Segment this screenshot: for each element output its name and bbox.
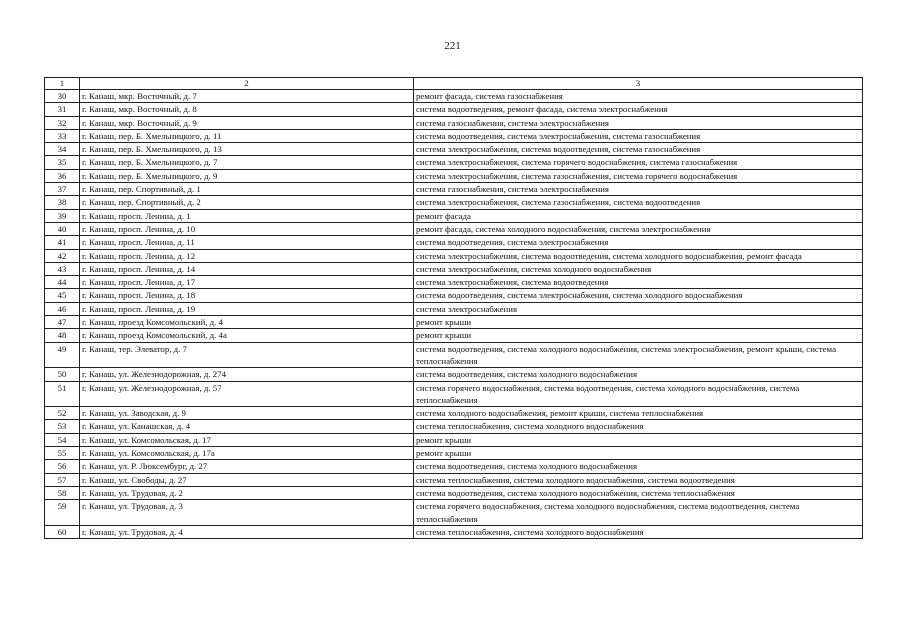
header-col-1: 1: [45, 78, 80, 90]
table-row: [45, 316, 863, 329]
address-cell: г. Канаш, пер. Спортивный, д. 1: [80, 183, 414, 196]
table-row: [45, 90, 863, 103]
works-cell: ремонт крыши: [414, 316, 863, 329]
works-cell: ремонт фасада, система газоснабжения: [414, 90, 863, 103]
header-col-3: 3: [414, 78, 863, 90]
works-cell: система электроснабжения, система горячего водоснабжения, система газоснабжения: [414, 156, 863, 169]
works-cell: система электроснабжения, система газоснабжения, система горячего водоснабжения: [414, 169, 863, 182]
table-row: [45, 473, 863, 486]
address-cell: г. Канаш, ул. Железнодорожная, д. 57: [80, 381, 414, 407]
table-body: [45, 90, 863, 539]
page-number: 221: [444, 40, 461, 52]
table-row: [45, 381, 863, 407]
address-cell: г. Канаш, мкр. Восточный, д. 8: [80, 103, 414, 116]
address-cell: г. Канаш, просп. Ленина, д. 1: [80, 209, 414, 222]
address-cell: г. Канаш, ул. Трудовая, д. 4: [80, 525, 414, 538]
row-number-cell: 54: [45, 433, 80, 446]
works-cell: система горячего водоснабжения, система холодного водоснабжения, система водоотведения, система теплоснабжения: [414, 500, 863, 526]
works-cell: система водоотведения, система холодного водоснабжения, система теплоснабжения: [414, 486, 863, 499]
row-number-cell: 58: [45, 486, 80, 499]
works-cell: система водоотведения, система холодного водоснабжения, система электроснабжения, ремонт крыши, система теплоснабжения: [414, 342, 863, 368]
row-number-cell: 59: [45, 500, 80, 526]
table-row: [45, 262, 863, 275]
table-row: [45, 407, 863, 420]
row-number-cell: 57: [45, 473, 80, 486]
table-row: [45, 329, 863, 342]
works-cell: система газоснабжения, система электроснабжения: [414, 116, 863, 129]
row-number-cell: 32: [45, 116, 80, 129]
table-row: [45, 302, 863, 315]
table-row: [45, 143, 863, 156]
address-cell: г. Канаш, проезд Комсомольский, д. 4а: [80, 329, 414, 342]
row-number-cell: 53: [45, 420, 80, 433]
table-row: [45, 103, 863, 116]
table-row: [45, 183, 863, 196]
row-number-cell: 33: [45, 129, 80, 142]
works-cell: система водоотведения, система электроснабжения: [414, 236, 863, 249]
row-number-cell: 30: [45, 90, 80, 103]
address-cell: г. Канаш, мкр. Восточный, д. 7: [80, 90, 414, 103]
address-cell: г. Канаш, ул. Заводская, д. 9: [80, 407, 414, 420]
row-number-cell: 55: [45, 447, 80, 460]
works-cell: система водоотведения, система холодного водоснабжения: [414, 460, 863, 473]
address-cell: г. Канаш, пер. Б. Хмельницкого, д. 7: [80, 156, 414, 169]
works-cell: ремонт крыши: [414, 447, 863, 460]
table-row: [45, 447, 863, 460]
table-row: [45, 249, 863, 262]
address-cell: г. Канаш, мкр. Восточный, д. 9: [80, 116, 414, 129]
table-row: [45, 276, 863, 289]
row-number-cell: 37: [45, 183, 80, 196]
address-cell: г. Канаш, тер. Элеватор, д. 7: [80, 342, 414, 368]
works-cell: система электроснабжения: [414, 302, 863, 315]
row-number-cell: 45: [45, 289, 80, 302]
table-row: [45, 209, 863, 222]
table-row: [45, 342, 863, 368]
address-cell: г. Канаш, пер. Б. Хмельницкого, д. 13: [80, 143, 414, 156]
address-cell: г. Канаш, просп. Ленина, д. 17: [80, 276, 414, 289]
address-cell: г. Канаш, просп. Ленина, д. 18: [80, 289, 414, 302]
address-cell: г. Канаш, пер. Б. Хмельницкого, д. 11: [80, 129, 414, 142]
table-row: [45, 289, 863, 302]
works-cell: система электроснабжения, система водоотведения: [414, 276, 863, 289]
table-row: [45, 486, 863, 499]
table-row: [45, 116, 863, 129]
row-number-cell: 46: [45, 302, 80, 315]
address-cell: г. Канаш, ул. Железнодорожная, д. 274: [80, 368, 414, 381]
works-cell: ремонт крыши: [414, 329, 863, 342]
table-header-row: [45, 78, 863, 90]
row-number-cell: 34: [45, 143, 80, 156]
works-cell: ремонт фасада: [414, 209, 863, 222]
row-number-cell: 52: [45, 407, 80, 420]
works-cell: система теплоснабжения, система холодного водоснабжения: [414, 420, 863, 433]
address-cell: г. Канаш, ул. Свободы, д. 27: [80, 473, 414, 486]
table-row: [45, 500, 863, 526]
row-number-cell: 41: [45, 236, 80, 249]
row-number-cell: 49: [45, 342, 80, 368]
address-cell: г. Канаш, просп. Ленина, д. 14: [80, 262, 414, 275]
row-number-cell: 50: [45, 368, 80, 381]
works-cell: система электроснабжения, система водоотведения, система холодного водоснабжения, ремонт фасада: [414, 249, 863, 262]
row-number-cell: 60: [45, 525, 80, 538]
address-cell: г. Канаш, ул. Комсомольская, д. 17а: [80, 447, 414, 460]
works-cell: система электроснабжения, система водоотведения, система газоснабжения: [414, 143, 863, 156]
works-cell: система теплоснабжения, система холодного водоснабжения, система водоотведения: [414, 473, 863, 486]
buildings-table: [44, 77, 863, 539]
table-row: [45, 129, 863, 142]
table-row: [45, 222, 863, 235]
row-number-cell: 56: [45, 460, 80, 473]
address-cell: г. Канаш, пер. Б. Хмельницкого, д. 9: [80, 169, 414, 182]
works-cell: система теплоснабжения, система холодного водоснабжения: [414, 525, 863, 538]
table-row: [45, 433, 863, 446]
table-row: [45, 156, 863, 169]
works-cell: система водоотведения, система холодного водоснабжения: [414, 368, 863, 381]
row-number-cell: 40: [45, 222, 80, 235]
address-cell: г. Канаш, ул. Трудовая, д. 3: [80, 500, 414, 526]
row-number-cell: 48: [45, 329, 80, 342]
row-number-cell: 51: [45, 381, 80, 407]
address-cell: г. Канаш, просп. Ленина, д. 12: [80, 249, 414, 262]
table-row: [45, 169, 863, 182]
address-cell: г. Канаш, просп. Ленина, д. 11: [80, 236, 414, 249]
table-row: [45, 236, 863, 249]
works-cell: система водоотведения, система электроснабжения, система газоснабжения: [414, 129, 863, 142]
address-cell: г. Канаш, ул. Комсомольская, д. 17: [80, 433, 414, 446]
header-col-2: 2: [80, 78, 414, 90]
table-row: [45, 196, 863, 209]
row-number-cell: 38: [45, 196, 80, 209]
address-cell: г. Канаш, просп. Ленина, д. 19: [80, 302, 414, 315]
works-cell: система водоотведения, ремонт фасада, система электроснабжения: [414, 103, 863, 116]
row-number-cell: 36: [45, 169, 80, 182]
row-number-cell: 47: [45, 316, 80, 329]
works-cell: система электроснабжения, система холодного водоснабжения: [414, 262, 863, 275]
works-cell: система электроснабжения, система газоснабжения, система водоотведения: [414, 196, 863, 209]
address-cell: г. Канаш, проезд Комсомольский, д. 4: [80, 316, 414, 329]
works-cell: система водоотведения, система электроснабжения, система холодного водоснабжения: [414, 289, 863, 302]
row-number-cell: 35: [45, 156, 80, 169]
table-row: [45, 460, 863, 473]
row-number-cell: 31: [45, 103, 80, 116]
works-cell: система газоснабжения, система электроснабжения: [414, 183, 863, 196]
table-row: [45, 525, 863, 538]
row-number-cell: 42: [45, 249, 80, 262]
works-cell: ремонт крыши: [414, 433, 863, 446]
address-cell: г. Канаш, ул. Канашская, д. 4: [80, 420, 414, 433]
table-row: [45, 368, 863, 381]
address-cell: г. Канаш, пер. Спортивный, д. 2: [80, 196, 414, 209]
row-number-cell: 44: [45, 276, 80, 289]
works-cell: система холодного водоснабжения, ремонт крыши, система теплоснабжения: [414, 407, 863, 420]
row-number-cell: 39: [45, 209, 80, 222]
works-cell: система горячего водоснабжения, система водоотведения, система холодного водоснабжения, система теплоснабжения: [414, 381, 863, 407]
row-number-cell: 43: [45, 262, 80, 275]
address-cell: г. Канаш, ул. Трудовая, д. 2: [80, 486, 414, 499]
works-cell: ремонт фасада, система холодного водоснабжения, система электроснабжения: [414, 222, 863, 235]
address-cell: г. Канаш, ул. Р. Люксембург, д. 27: [80, 460, 414, 473]
address-cell: г. Канаш, просп. Ленина, д. 10: [80, 222, 414, 235]
table-row: [45, 420, 863, 433]
